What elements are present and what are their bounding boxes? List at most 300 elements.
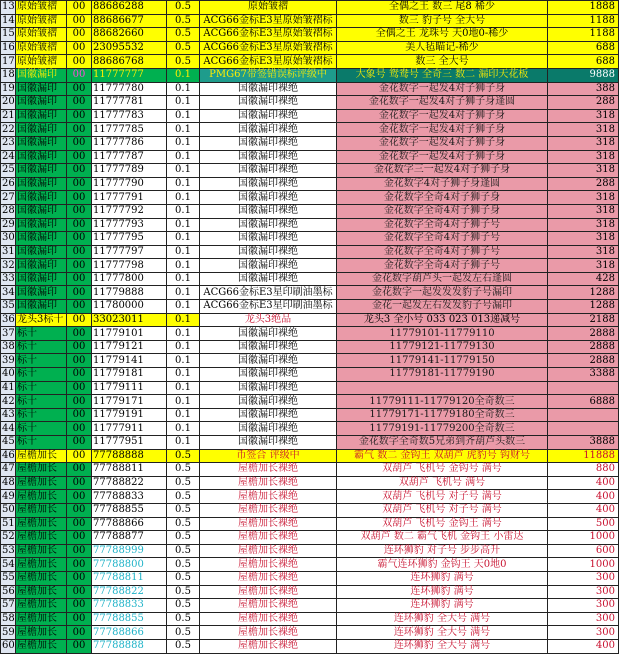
category-cell: 国徽漏印 <box>16 123 67 137</box>
grade-label-cell: 国徽漏印裸绝 <box>200 96 337 110</box>
category-cell: 国徽漏印 <box>16 272 67 286</box>
table-row <box>1 96 619 110</box>
serial-number-cell: 88686768 <box>92 55 167 69</box>
zero-code-cell: 00 <box>67 531 92 545</box>
grade-label-cell: ACG66金标E3星印刷油墨标 <box>200 286 337 300</box>
serial-number-cell: 77788855 <box>92 503 167 517</box>
serial-number-cell: 77788811 <box>92 463 167 477</box>
description-cell: 霸气 数二 金钩王 双葫芦 虎豹号 钩财号 <box>337 449 548 463</box>
description-cell: 大象号 鸳鸯号 全奇三 数二 漏印天花板 <box>337 68 548 82</box>
rating-cell: 0.1 <box>167 272 200 286</box>
rating-cell: 0.5 <box>167 28 200 42</box>
row-number-cell: 54 <box>2 558 15 570</box>
grade-label-cell: 国徽漏印裸绝 <box>200 204 337 218</box>
table-row <box>1 354 619 368</box>
description-cell: 金花一起发左右发发豹子号漏印 <box>337 300 548 314</box>
description-cell: 11779181-11779190 <box>337 368 548 382</box>
row-number-cell: 47 <box>2 463 15 475</box>
table-row <box>1 571 619 585</box>
category-cell: 屋檐加长 <box>16 503 67 517</box>
description-cell: 金花数字全奇4对子狮子号 <box>337 259 548 273</box>
table-row <box>1 599 619 613</box>
category-cell: 屋檐加长 <box>16 571 67 585</box>
rating-cell: 0.5 <box>167 531 200 545</box>
zero-code-cell: 00 <box>67 490 92 504</box>
grade-label-cell: 国徽漏印裸绝 <box>200 164 337 178</box>
rating-cell: 0.5 <box>167 14 200 28</box>
rating-cell: 0.1 <box>167 436 200 450</box>
zero-code-cell: 00 <box>67 272 92 286</box>
category-cell: 屋檐加长 <box>16 558 67 572</box>
rating-cell: 0.1 <box>167 164 200 178</box>
grade-label-cell: 国徽漏印裸绝 <box>200 272 337 286</box>
category-cell: 屋檐加长 <box>16 463 67 477</box>
description-cell: 金花数字4对子狮子身逢圆 <box>337 177 548 191</box>
description-cell: 全偶之王 龙珠号 天0地0-稀少 <box>337 28 548 42</box>
price-cell: 880 <box>548 463 619 477</box>
table-row <box>1 313 619 327</box>
row-number-cell: 40 <box>2 368 15 380</box>
description-cell: 双葫芦 数二 霸气飞机 金钩王 小雷达 <box>337 531 548 545</box>
zero-code-cell: 00 <box>67 28 92 42</box>
description-cell: 龙头3 全小号 033 023 013递减号 <box>337 313 548 327</box>
serial-number-cell: 11777791 <box>92 191 167 205</box>
serial-number-cell: 88682660 <box>92 28 167 42</box>
description-cell: 连环狮豹 满号 <box>337 571 548 585</box>
rating-cell: 0.5 <box>167 449 200 463</box>
description-cell: 美人毡瞄记-稀少 <box>337 41 548 55</box>
description-cell: 连环狮豹 全大号 满号 <box>337 639 548 653</box>
description-cell: 11779191-11779200全奇数三 <box>337 422 548 436</box>
price-cell: 400 <box>548 639 619 653</box>
description-cell: 金花数字三一起发4对子狮子身 <box>337 164 548 178</box>
serial-number-cell: 11777790 <box>92 177 167 191</box>
zero-code-cell: 00 <box>67 354 92 368</box>
category-cell: 国徽漏印 <box>16 96 67 110</box>
price-cell: 318 <box>548 218 619 232</box>
row-number-cell: 55 <box>2 572 15 584</box>
row-number-cell: 51 <box>2 517 15 529</box>
category-cell: 屋檐加长 <box>16 476 67 490</box>
zero-code-cell: 00 <box>67 55 92 69</box>
category-cell: 国徽漏印 <box>16 68 67 82</box>
rating-cell: 0.1 <box>167 313 200 327</box>
table-row <box>1 109 619 123</box>
table-row <box>1 177 619 191</box>
serial-number-cell: 11777786 <box>92 136 167 150</box>
rating-cell: 0.1 <box>167 123 200 137</box>
row-number-cell: 35 <box>2 300 15 312</box>
table-row <box>1 41 619 55</box>
row-number-cell: 34 <box>2 286 15 298</box>
description-cell: 金花数字一起发4对子狮子身 <box>337 82 548 96</box>
grade-label-cell: 屋檐加长裸绝 <box>200 571 337 585</box>
serial-number-cell: 77788833 <box>92 490 167 504</box>
table-row <box>1 218 619 232</box>
rating-cell: 0.5 <box>167 585 200 599</box>
category-cell: 屋檐加长 <box>16 626 67 640</box>
description-cell: 双葫芦 飞机号 对子号 满号 <box>337 490 548 504</box>
serial-number-cell: 23095532 <box>92 41 167 55</box>
rating-cell: 0.1 <box>167 96 200 110</box>
category-cell: 国徽漏印 <box>16 286 67 300</box>
description-cell: 金花数字一起发4对子狮子身 <box>337 150 548 164</box>
table-row <box>1 639 619 653</box>
grade-label-cell: 国徽漏印裸绝 <box>200 408 337 422</box>
rating-cell: 0.5 <box>167 503 200 517</box>
grade-label-cell: PMG67带签错误标评级中 <box>200 68 337 82</box>
category-cell: 标十 <box>16 436 67 450</box>
rating-cell: 0.1 <box>167 245 200 259</box>
rating-cell: 0.5 <box>167 571 200 585</box>
serial-number-cell: 11777792 <box>92 204 167 218</box>
description-cell: 双葫芦 飞机号 金钩号 满号 <box>337 463 548 477</box>
zero-code-cell: 00 <box>67 41 92 55</box>
price-cell: 288 <box>548 96 619 110</box>
row-number-cell: 58 <box>2 613 15 625</box>
table-row <box>1 28 619 42</box>
category-cell: 标十 <box>16 368 67 382</box>
description-cell <box>337 381 548 395</box>
serial-number-cell: 88686677 <box>92 14 167 28</box>
price-cell: 1288 <box>548 286 619 300</box>
serial-number-cell: 11779191 <box>92 408 167 422</box>
description-cell: 双葫芦 飞机号 金钩王 满号 <box>337 517 548 531</box>
rating-cell: 0.1 <box>167 259 200 273</box>
row-number-cell: 42 <box>2 395 15 407</box>
grade-label-cell: 屋檐加长裸绝 <box>200 490 337 504</box>
rating-cell: 0.1 <box>167 286 200 300</box>
table-row <box>1 381 619 395</box>
table-row <box>1 368 619 382</box>
description-cell: 连环狮豹 满号 <box>337 585 548 599</box>
zero-code-cell: 00 <box>67 476 92 490</box>
zero-code-cell: 00 <box>67 218 92 232</box>
rating-cell: 0.5 <box>167 517 200 531</box>
price-cell: 318 <box>548 109 619 123</box>
row-number-cell: 16 <box>2 42 15 54</box>
table-row <box>1 422 619 436</box>
rating-cell: 0.1 <box>167 368 200 382</box>
grade-label-cell: 币签合 评级中 <box>200 449 337 463</box>
rating-cell: 0.5 <box>167 558 200 572</box>
row-number-cell: 38 <box>2 341 15 353</box>
rating-cell: 0.1 <box>167 395 200 409</box>
zero-code-cell: 00 <box>67 612 92 626</box>
grade-label-cell: 屋檐加长裸绝 <box>200 517 337 531</box>
table-row <box>1 164 619 178</box>
table-row <box>1 490 619 504</box>
category-cell: 屋檐加长 <box>16 449 67 463</box>
rating-cell: 0.1 <box>167 408 200 422</box>
grade-label-cell: 屋檐加长裸绝 <box>200 612 337 626</box>
table-row <box>1 626 619 640</box>
row-number-cell: 56 <box>2 585 15 597</box>
grade-label-cell: 原始皱褶 <box>200 1 337 15</box>
grade-label-cell: 国徽漏印裸绝 <box>200 422 337 436</box>
description-cell: 连环狮豹 对子号 步步高升 <box>337 544 548 558</box>
zero-code-cell: 00 <box>67 82 92 96</box>
rating-cell: 0.5 <box>167 55 200 69</box>
zero-code-cell: 00 <box>67 150 92 164</box>
description-cell: 金花数字全奇4对子狮子号 <box>337 245 548 259</box>
table-row <box>1 340 619 354</box>
table-row <box>1 272 619 286</box>
grade-label-cell: 国徽漏印裸绝 <box>200 340 337 354</box>
table-row <box>1 517 619 531</box>
description-cell: 金花数字全奇4对子狮子号 <box>337 232 548 246</box>
serial-number-cell: 11779121 <box>92 340 167 354</box>
table-row <box>1 300 619 314</box>
price-cell: 318 <box>548 204 619 218</box>
row-number-cell: 37 <box>2 327 15 339</box>
serial-number-cell: 11777800 <box>92 272 167 286</box>
row-number-cell: 14 <box>2 14 15 26</box>
grade-label-cell: 国徽漏印裸绝 <box>200 109 337 123</box>
zero-code-cell: 00 <box>67 164 92 178</box>
grade-label-cell: 国徽漏印裸绝 <box>200 123 337 137</box>
description-cell: 金花数字全奇4对子狮子身 <box>337 204 548 218</box>
price-cell: 1188 <box>548 28 619 42</box>
zero-code-cell: 00 <box>67 558 92 572</box>
price-cell: 300 <box>548 612 619 626</box>
description-cell: 霸气连环狮豹 金钩王 天0地0 <box>337 558 548 572</box>
category-cell: 标十 <box>16 422 67 436</box>
table-row <box>1 68 619 82</box>
rating-cell: 0.5 <box>167 639 200 653</box>
grade-label-cell: 国徽漏印裸绝 <box>200 191 337 205</box>
price-cell: 3888 <box>548 436 619 450</box>
grade-label-cell: 屋檐加长裸绝 <box>200 531 337 545</box>
zero-code-cell: 00 <box>67 503 92 517</box>
table-row <box>1 436 619 450</box>
serial-number-cell: 11777777 <box>92 68 167 82</box>
row-number-cell: 17 <box>2 55 15 67</box>
rating-cell: 0.1 <box>167 191 200 205</box>
category-cell: 屋檐加长 <box>16 517 67 531</box>
serial-number-cell: 11779888 <box>92 286 167 300</box>
table-row <box>1 232 619 246</box>
row-number-cell: 49 <box>2 490 15 502</box>
category-cell: 国徽漏印 <box>16 191 67 205</box>
rating-cell: 0.5 <box>167 626 200 640</box>
row-number-cell: 23 <box>2 137 15 149</box>
description-cell: 金花数字一起发4对子狮子身 <box>337 123 548 137</box>
table-row <box>1 286 619 300</box>
price-cell: 2188 <box>548 313 619 327</box>
price-cell: 1288 <box>548 300 619 314</box>
category-cell: 原始皱褶 <box>16 55 67 69</box>
row-number-cell: 28 <box>2 205 15 217</box>
row-number-cell: 48 <box>2 477 15 489</box>
price-cell: 6888 <box>548 395 619 409</box>
grade-label-cell: 屋檐加长裸绝 <box>200 639 337 653</box>
zero-code-cell: 00 <box>67 286 92 300</box>
rating-cell: 0.1 <box>167 422 200 436</box>
description-cell: 连环狮豹 满号 <box>337 599 548 613</box>
row-number-cell: 60 <box>2 640 15 652</box>
serial-number-cell: 11777780 <box>92 82 167 96</box>
grade-label-cell: 国徽漏印裸绝 <box>200 368 337 382</box>
category-cell: 国徽漏印 <box>16 204 67 218</box>
grade-label-cell: 龙头3绝品 <box>200 313 337 327</box>
price-cell: 3388 <box>548 368 619 382</box>
table-row <box>1 463 619 477</box>
price-cell: 300 <box>548 571 619 585</box>
category-cell: 国徽漏印 <box>16 245 67 259</box>
category-cell: 国徽漏印 <box>16 136 67 150</box>
row-number-cell: 41 <box>2 381 15 393</box>
zero-code-cell: 00 <box>67 599 92 613</box>
zero-code-cell: 00 <box>67 408 92 422</box>
serial-number-cell: 11777781 <box>92 96 167 110</box>
category-cell: 屋檐加长 <box>16 544 67 558</box>
description-cell: 11779121-11779130 <box>337 340 548 354</box>
table-row <box>1 204 619 218</box>
grade-label-cell: 国徽漏印裸绝 <box>200 136 337 150</box>
rating-cell: 0.5 <box>167 490 200 504</box>
grade-label-cell: ACG66金标E3星印刷油墨标 <box>200 300 337 314</box>
zero-code-cell: 00 <box>67 232 92 246</box>
zero-code-cell: 00 <box>67 123 92 137</box>
zero-code-cell: 00 <box>67 109 92 123</box>
row-number-cell: 57 <box>2 599 15 611</box>
rating-cell: 0.1 <box>167 177 200 191</box>
row-number-cell: 36 <box>2 313 15 325</box>
description-cell: 金花数字全奇数5兄弟到齐葫芦头数三 <box>337 436 548 450</box>
serial-number-cell: 77788800 <box>92 558 167 572</box>
category-cell: 国徽漏印 <box>16 82 67 96</box>
rating-cell: 0.1 <box>167 68 200 82</box>
zero-code-cell: 00 <box>67 300 92 314</box>
zero-code-cell: 00 <box>67 1 92 15</box>
zero-code-cell: 00 <box>67 245 92 259</box>
price-cell: 318 <box>548 150 619 164</box>
rating-cell: 0.5 <box>167 544 200 558</box>
category-cell: 屋檐加长 <box>16 639 67 653</box>
category-cell: 国徽漏印 <box>16 218 67 232</box>
price-cell: 1000 <box>548 531 619 545</box>
category-cell: 屋檐加长 <box>16 612 67 626</box>
grade-label-cell: 屋檐加长裸绝 <box>200 626 337 640</box>
grade-label-cell: ACG66金标E3星原始皱褶标 <box>200 55 337 69</box>
serial-number-cell: 11777911 <box>92 422 167 436</box>
category-cell: 国徽漏印 <box>16 232 67 246</box>
table-row <box>1 408 619 422</box>
table-row <box>1 259 619 273</box>
zero-code-cell: 00 <box>67 177 92 191</box>
description-cell: 金花数字一起发4对子狮子身 <box>337 109 548 123</box>
row-number-cell: 45 <box>2 436 15 448</box>
price-cell: 300 <box>548 585 619 599</box>
zero-code-cell: 00 <box>67 368 92 382</box>
serial-number-cell: 77788833 <box>92 599 167 613</box>
price-cell <box>548 381 619 395</box>
description-cell: 金花数字一起发发发豹子号漏印 <box>337 286 548 300</box>
row-number-cell: 15 <box>2 28 15 40</box>
serial-number-cell: 11777951 <box>92 436 167 450</box>
price-cell: 318 <box>548 259 619 273</box>
category-cell: 国徽漏印 <box>16 109 67 123</box>
price-cell: 688 <box>548 55 619 69</box>
rating-cell: 0.1 <box>167 82 200 96</box>
grade-label-cell: 国徽漏印裸绝 <box>200 381 337 395</box>
price-cell: 300 <box>548 599 619 613</box>
rating-cell: 0.1 <box>167 150 200 164</box>
table-row <box>1 558 619 572</box>
price-cell: 318 <box>548 164 619 178</box>
serial-number-cell: 11779171 <box>92 395 167 409</box>
description-cell: 双葫芦 飞机号 满号 <box>337 476 548 490</box>
row-number-cell: 44 <box>2 422 15 434</box>
table-row <box>1 245 619 259</box>
category-cell: 标十 <box>16 408 67 422</box>
zero-code-cell: 00 <box>67 422 92 436</box>
category-cell: 标十 <box>16 395 67 409</box>
rating-cell: 0.5 <box>167 41 200 55</box>
category-cell: 标十 <box>16 327 67 341</box>
grade-label-cell: 国徽漏印裸绝 <box>200 150 337 164</box>
serial-number-cell: 11777797 <box>92 245 167 259</box>
grade-label-cell: ACG66金标E3星原始皱褶标 <box>200 14 337 28</box>
rating-cell: 0.5 <box>167 612 200 626</box>
zero-code-cell: 00 <box>67 191 92 205</box>
table-body <box>1 1 619 654</box>
serial-number-cell: 11779101 <box>92 327 167 341</box>
rating-cell: 0.5 <box>167 463 200 477</box>
price-cell: 400 <box>548 476 619 490</box>
grade-label-cell: 国徽漏印裸绝 <box>200 354 337 368</box>
table-row <box>1 544 619 558</box>
description-cell: 连环狮豹 全大号 满号 <box>337 612 548 626</box>
zero-code-cell: 00 <box>67 544 92 558</box>
category-cell: 屋檐加长 <box>16 585 67 599</box>
rating-cell: 0.1 <box>167 300 200 314</box>
rating-cell: 0.1 <box>167 354 200 368</box>
category-cell: 原始皱褶 <box>16 41 67 55</box>
serial-number-cell: 77788866 <box>92 517 167 531</box>
table-row <box>1 123 619 137</box>
description-cell: 金花数字葫芦头一起发左右逢圆 <box>337 272 548 286</box>
rating-cell: 0.1 <box>167 109 200 123</box>
grade-label-cell: 屋檐加长裸绝 <box>200 599 337 613</box>
price-cell: 318 <box>548 191 619 205</box>
description-cell: 11779171-11779180全奇数三 <box>337 408 548 422</box>
price-cell: 9888 <box>548 68 619 82</box>
category-cell: 原始皱褶 <box>16 28 67 42</box>
rating-cell: 0.1 <box>167 381 200 395</box>
grade-label-cell: 国徽漏印裸绝 <box>200 245 337 259</box>
serial-number-cell: 11777798 <box>92 259 167 273</box>
price-cell: 688 <box>548 41 619 55</box>
serial-number-cell: 77788888 <box>92 639 167 653</box>
grade-label-cell: 屋檐加长裸绝 <box>200 503 337 517</box>
category-cell: 屋檐加长 <box>16 599 67 613</box>
price-cell: 388 <box>548 82 619 96</box>
grade-label-cell: 屋檐加长裸绝 <box>200 463 337 477</box>
zero-code-cell: 00 <box>67 463 92 477</box>
table-row <box>1 136 619 150</box>
price-cell: 1188 <box>548 14 619 28</box>
description-cell: 金花数字一起发4对子狮子身 <box>337 136 548 150</box>
rating-cell: 0.5 <box>167 476 200 490</box>
row-number-cell: 26 <box>2 178 15 190</box>
description-cell: 金花数字全奇4对子狮子身 <box>337 191 548 205</box>
table-row <box>1 503 619 517</box>
row-number-cell: 50 <box>2 504 15 516</box>
grade-label-cell: 国徽漏印裸绝 <box>200 327 337 341</box>
category-cell: 屋檐加长 <box>16 490 67 504</box>
